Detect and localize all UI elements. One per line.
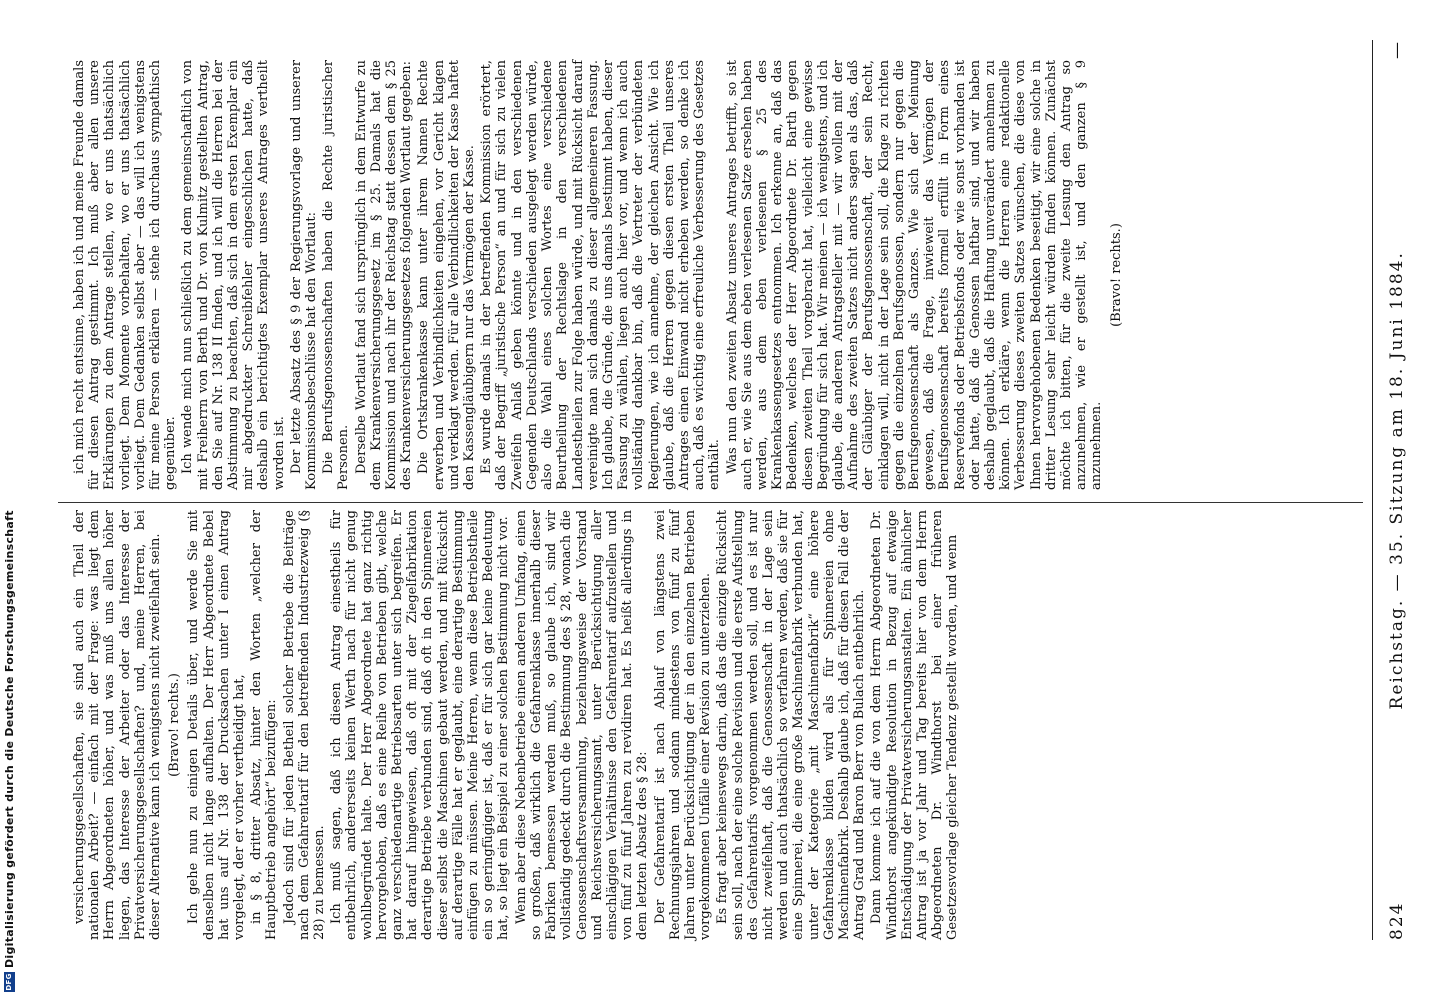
column-separator bbox=[58, 502, 1363, 503]
paragraph: Der letzte Absatz des § 9 der Regierungsvorlage und unserer Kommissionsbeschlüsse hat den Wortlaut: bbox=[288, 60, 320, 490]
footer-text: Digitalisierung gefördert durch die Deutsche Forschungsgemeinschaft bbox=[2, 510, 16, 968]
paragraph: Ich wende mich nun schließlich zu dem gemeinschaftlich von mit Freiherrn von Berth und Dr. von Kulmitz gestellten Antrag, den Sie auf Nr. 138 II finden, und ich will die Herren bei der Abstimmung zu beachten, daß sich in dem ersten Exemplar ein mir abgedruckter Schreibfehler eingeschlichen hatte, daß deshalb ein berichtigtes Exemplar unseres Antrages vertheilt worden ist. bbox=[180, 60, 287, 490]
paragraph: Die Berufsgenossenschaften haben die Rechte juristischer Personen. bbox=[321, 60, 352, 490]
paragraph: Dann komme ich auf die von dem Herrn Abgeordneten Dr. Windthorst angekündigte Resolution in Bezug auf etwaige Entschädigung der Privatversicherungsanstalten. Ein ähnlicher Antrag ist ja vor Jahr und Tag bereits hier von dem Herrn Abgeordneten Dr. Windthorst bei einer früheren Gesetzesvorlage gleicher Tendenz gestellt worden, und wenn bbox=[869, 510, 961, 940]
paragraph: Was nun den zweiten Absatz unseres Antrages betrifft, so ist auch er, wie Sie aus dem eben verlesenen Satze ersehen haben werden, aus dem eben verlesenen § 25 des Krankenkassengesetzes entnommen. Ich erkenne an, daß das Bedenken, welches der Herr Abgeordnete Dr. Barth gegen diesen zweiten Theil vorgebracht hat, vielleicht eine gewisse Begründung für sich hat. Wir meinen — ich wenigstens, und ich glaube, die anderen Antragsteller mit — wir wollen mit der Aufnahme des zweiten Satzes nicht anders sagen als das, daß der Gläubiger der Berufsgenossenschaft, der sein Recht, einklagen will, nicht in der Lage sein soll, die Klage zu richten gegen die einzelnen Berufsgenossen, sondern nur gegen die Berufsgenossenschaft als Ganzes. Wie sich der Meinung gewesen, daß die Frage, inwieweit das Vermögen der Berufsgenossenschaft bereits formell erfüllt in Form eines Reservefonds oder Betriebsfonds oder wie sonst vorhanden ist oder hatte, daß die Genossen haftbar sind, und wir haben deshalb geglaubt, daß die Haftung unverändert annehmen zu können. Ich erkläre, wenn die Herren eine redaktionelle Verbesserung dieses zweiten Satzes wünschen, die diese von Ihnen hervorgehobenen Bedenken beseitigt, wir eine solche in dritter Lesung sehr leicht würden finden können. Zunächst möchte ich bitten, für die zweite Lesung den Antrag so anzunehmen, wie er gestellt ist, und den ganzen § 9 anzunehmen. bbox=[724, 60, 1105, 490]
dfg-logo-icon: DFG bbox=[4, 973, 13, 991]
text-column-left bbox=[72, 510, 963, 940]
paragraph: (Bravo! rechts.) bbox=[1108, 223, 1124, 327]
paragraph: (Bravo! rechts.) bbox=[167, 673, 183, 777]
paragraph: Der Gefahrentarif ist nach Ablauf von längstens zwei Rechnungsjahren und sodann mindestens von fünf zu fünf Jahren unter Berücksichtigung der in den einzelnen Betrieben vorgekommenen Unfälle einer Revision zu unterziehen. bbox=[652, 510, 714, 940]
paragraph: Derselbe Wortlaut fand sich ursprünglich in dem Entwurfe zu dem Krankenversicherungsgesetz im § 25. Damals hat die Kommission und nach ihr der Reichstag statt dessen dem § 25 des Krankenversicherungsgesetzes folgenden Wortlaut gegeben: bbox=[353, 60, 415, 490]
page-title: Reichstag. — 35. Sitzung am 18. Juni 1884. bbox=[1387, 251, 1407, 710]
paragraph: in § 8, dritter Absatz, hinter den Worten „welcher der Hauptbetrieb angehört“ beizufügen: bbox=[249, 510, 280, 940]
paragraph: Ich gehe nun zu einigen Details über, und werde Sie mit denselben nicht lange aufhalten. Der Herr Abgeordnete Bebel hat uns auf Nr. 138 der Drucksachen unter I einen Antrag vorgelegt, der er vorher vertheidigt hat, bbox=[186, 510, 248, 940]
paragraph: Jedoch sind für jeden Betheil solcher Betriebe die Beiträge nach dem Gefahrentarif für den betreffenden Industriezweig (§ 28) zu bemessen. bbox=[281, 510, 328, 940]
page-number: 824 bbox=[1387, 901, 1407, 940]
header-dash: — bbox=[1387, 40, 1407, 60]
paragraph: Ich muß sagen, daß ich diesen Antrag einestheils für entbehrlich, andererseits keinen Werth nach für nicht genug wohlbegründet halte. Der Herr Abgeordnete hat ganz richtig hervorgehoben, daß es eine Reihe von Betrieben gibt, welche ganz verschiedenartige Betriebsarten unter sich begreifen. Er hat darauf hingewiesen, daß oft mit der Ziegelfabrikation derartige Betriebe verbunden sind, daß oft in den Spinnereien dieser selbst die Maschinen gebaut werden, und mit Rücksicht auf derartige Fälle hat er geglaubt, eine derartige Bestimmung einfügen zu müssen. Meine Herren, wenn diese Betriebstheile ein so geringfügiger ist, daß er für sich gar keine Bedeutung hat, so liegt ein Beispiel zu einer solchen Bestimmung nicht vor. bbox=[329, 510, 512, 940]
page-footer bbox=[0, 0, 18, 1000]
paragraph: Es fragt aber keineswegs darin, daß das die einzige Rücksicht sein soll, nach der eine solche Revision und die erste Aufstellung des Gefahrentarifs vorgenommen werden soll, und es ist nur nicht zweifelhaft, daß die Genossenschaft in der Lage sein werden und auch thatsächlich so verfahren werden, daß sie für eine Spinnerei, die eine große Maschinenfabrik verbunden hat, unter der Kategorie „mit Maschinenfabrik“ eine höhere Gefahrenklasse bilden wird als für Spinnereien ohne Maschinenfabrik. Deshalb glaube ich, daß für diesen Fall die der Antrag Grad und Baron Berr von Bulach entbehrlich. bbox=[715, 510, 868, 940]
paragraph: Es wurde damals in der betreffenden Kommission erörtert, daß der Begriff „juristische Person“ an und für sich zu vielen Zweifeln Anlaß geben könnte und in den verschiedenen Gegenden Deutschlands verschieden ausgelegt werden würde, also die Wahl eines solchen Wortes eine verschiedene Beurtheilung der Rechtslage in den verschiedenen Landestheilen zur Folge haben würde, und mit Rücksicht darauf vereinigte man sich damals zu dieser allgemeineren Fassung. Ich glaube, die Gründe, die uns damals bestimmt haben, dieser Fassung zu wählen, liegen auch hier vor, und wenn ich auch vollständig dankbar bin, daß die Vertreter der verbündeten Regierungen, wie ich annehme, der gleichen Ansicht. Wie ich glaube, daß die Herren gegen diesen ersten Theil unseres Antrages einen Einwand nicht erheben werden, so denke ich auch, daß es wichtig eine erfreuliche Verbesserung des Gesetzes enthält. bbox=[479, 60, 723, 490]
paragraph: ich mich recht entsinne, haben ich und meine Freunde damals für diesen Antrag gestimmt. Ich muß aber allen unsere Erklärungen zu dem Antrage stellen, wo er uns thatsächlich vorliegt. Dem Momente vorbehalten, wo er uns thatsächlich vorliegt. Dem Gedanken selbst aber — das will ich wenigstens für meine Person erklären — stehe ich durchaus sympathisch gegenüber. bbox=[72, 60, 179, 490]
paragraph: versicherungsgesellschaften, sie sind auch ein Theil der nationalen Arbeit? — einfach mit der Frage: was liegt dem Herrn Abgeordneten höher, und was muß uns allen höher liegen, das Interesse der Arbeiter oder das Interesse der Privatversicherungsgesellschaften? und, meine Herren, bei dieser Alternative kann ich wenigstens nicht zweifelhaft sein. bbox=[72, 510, 164, 940]
header-rule bbox=[1372, 40, 1373, 940]
paragraph: Wenn aber diese Nebenbetriebe einen anderen Umfang, einen so großen, daß wirklich die Gefahrenklasse innerhalb dieser Fabriken bemessen werden muß, so glaube ich, sind wir vollständig gedeckt durch die Bestimmung des § 28, wonach die Genossenschaftsversammlung, beziehungsweise der Vorstand und Reichsversicherungsamt, unter Berücksichtigung aller einschlägigen Verhältnisse den Gefahrentarif aufzustellen und von fünf zu fünf Jahren zu revidiren hat. Es heißt allerdings in dem letzten Absatz des § 28: bbox=[513, 510, 651, 940]
text-column-right bbox=[72, 60, 1128, 490]
paragraph: Die Ortskrankenkasse kann unter ihrem Namen Rechte erwerben und Verbindlichkeiten eingehen, vor Gericht klagen und verklagt werden. Für alle Verbindlichkeiten der Kasse haftet den Kassengläubigern nur das Vermögen der Kasse. bbox=[416, 60, 478, 490]
page-header bbox=[1382, 40, 1412, 940]
